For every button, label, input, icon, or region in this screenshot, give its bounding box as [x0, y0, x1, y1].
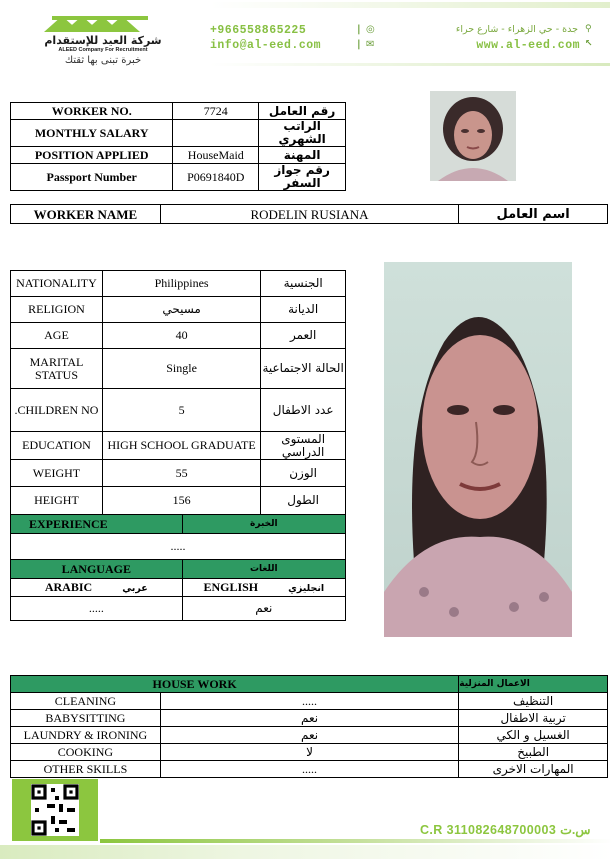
label-en: CLEANING — [11, 693, 161, 710]
table-row — [11, 103, 346, 120]
label-ar: تربية الاطفال — [459, 710, 608, 727]
location-pin-icon: ⚲ — [585, 24, 592, 34]
label-en: MARITAL STATUS — [11, 349, 103, 389]
label-en: WEIGHT — [11, 460, 103, 487]
footer-accent — [100, 839, 613, 843]
worker-photo-small — [430, 91, 516, 181]
label-ar: رقم العامل — [259, 103, 346, 120]
table-row — [11, 271, 346, 297]
experience-value: ..... — [11, 534, 346, 560]
label-ar: المهارات الاخرى — [459, 761, 608, 778]
logo-mark-icon — [38, 14, 158, 34]
value: مسيحي — [102, 297, 260, 323]
arabic-label-en: ARABIC — [44, 579, 93, 594]
email-address: info@al-eed.com — [210, 39, 322, 52]
value: نعم — [160, 727, 458, 744]
top-info-table — [10, 102, 346, 191]
header-accent-bottom — [210, 63, 610, 66]
table-row — [11, 487, 346, 515]
label-en: BABYSITTING — [11, 710, 161, 727]
language-label-en: LANGUAGE — [11, 560, 183, 579]
qr-code — [12, 779, 98, 841]
label-en: EDUCATION — [11, 432, 103, 460]
table-row — [11, 761, 608, 778]
table-row — [11, 164, 346, 191]
value: 7724 — [173, 103, 259, 120]
table-row — [11, 460, 346, 487]
label-ar: الديانة — [261, 297, 346, 323]
worker-name-label-ar: اسم العامل — [459, 205, 608, 224]
table-row — [11, 744, 608, 761]
language-english — [182, 579, 345, 597]
value: Single — [102, 349, 260, 389]
label-ar: المستوى الدراسي — [261, 432, 346, 460]
value: 5 — [102, 389, 260, 432]
table-row — [11, 120, 346, 147]
personal-details-table — [10, 270, 346, 621]
footer-bar — [0, 845, 613, 859]
table-row — [11, 432, 346, 460]
value: Philippines — [102, 271, 260, 297]
language-labels-row — [11, 579, 346, 597]
table-row — [11, 710, 608, 727]
header-accent-top — [210, 2, 610, 8]
value: 156 — [102, 487, 260, 515]
company-name-en: ALEED Company For Recruitment — [58, 47, 148, 53]
value: ..... — [160, 693, 458, 710]
label-en: POSITION APPLIED — [11, 147, 173, 164]
language-label-ar: اللغات — [182, 560, 345, 579]
label-en: RELIGION — [11, 297, 103, 323]
value: 40 — [102, 323, 260, 349]
house-work-table — [10, 675, 608, 778]
table-row — [11, 349, 346, 389]
language-arabic — [11, 579, 183, 597]
label-ar: المهنة — [259, 147, 346, 164]
table-row — [11, 147, 346, 164]
table-row — [11, 727, 608, 744]
label-ar: التنظيف — [459, 693, 608, 710]
english-value: نعم — [182, 597, 345, 621]
company-name-ar: شركة العيد للإستقدام — [44, 34, 162, 47]
label-en: OTHER SKILLS — [11, 761, 161, 778]
website-url: www.al-eed.com — [476, 39, 580, 52]
label-en: LAUNDRY & IRONING — [11, 727, 161, 744]
table-row — [11, 693, 608, 710]
label-ar: رقم جواز السفر — [259, 164, 346, 191]
value: HouseMaid — [173, 147, 259, 164]
experience-label-en: EXPERIENCE — [11, 515, 183, 534]
language-header — [11, 560, 346, 579]
label-ar: الجنسية — [261, 271, 346, 297]
label-ar: الطبيخ — [459, 744, 608, 761]
english-label-en: ENGLISH — [203, 579, 259, 594]
label-en: COOKING — [11, 744, 161, 761]
value: P0691840D — [173, 164, 259, 191]
whatsapp-icon: ◎ — [366, 24, 375, 35]
value: لا — [160, 744, 458, 761]
label-en: HEIGHT — [11, 487, 103, 515]
house-work-label-ar: الاعمال المنزلية — [459, 676, 608, 693]
value: نعم — [160, 710, 458, 727]
label-en: AGE — [11, 323, 103, 349]
experience-header — [11, 515, 346, 534]
label-en: WORKER NO. — [11, 103, 173, 120]
label-ar: الراتب الشهري — [259, 120, 346, 147]
label-en: MONTHLY SALARY — [11, 120, 173, 147]
house-work-label-en: HOUSE WORK — [11, 676, 459, 693]
worker-name-label-en: WORKER NAME — [11, 205, 161, 224]
label-ar: الوزن — [261, 460, 346, 487]
experience-row — [11, 534, 346, 560]
label-en: Passport Number — [11, 164, 173, 191]
arabic-value: ..... — [11, 597, 183, 621]
value: HIGH SCHOOL GRADUATE — [102, 432, 260, 460]
company-logo — [28, 14, 178, 66]
contact-block — [210, 20, 600, 56]
table-row — [11, 297, 346, 323]
qr-code-icon — [31, 784, 79, 836]
label-ar: العمر — [261, 323, 346, 349]
label-ar: الطول — [261, 487, 346, 515]
company-slogan: خبرة تبنى بها ثقتك — [64, 55, 142, 66]
worker-name-value: RODELIN RUSIANA — [160, 205, 458, 224]
worker-photo-large — [384, 262, 572, 637]
house-work-header — [11, 676, 608, 693]
address-ar: جدة - حي الزهراء - شارع حراء — [455, 24, 578, 35]
table-row — [11, 389, 346, 432]
label-ar: عدد الاطفال — [261, 389, 346, 432]
separator: | — [357, 39, 361, 50]
value: 55 — [102, 460, 260, 487]
cursor-icon: ↖ — [585, 39, 593, 49]
value: ..... — [160, 761, 458, 778]
table-row — [11, 323, 346, 349]
language-values-row — [11, 597, 346, 621]
commercial-registration: C.R 311082648700003 س.ت — [420, 823, 591, 837]
table-row — [11, 205, 608, 224]
english-label-ar: انجليزي — [288, 582, 325, 594]
separator: | — [357, 24, 361, 35]
label-en: .CHILDREN NO — [11, 389, 103, 432]
label-ar: الحالة الاجتماعية — [261, 349, 346, 389]
phone-number: +966558865225 — [210, 24, 307, 37]
arabic-label-ar: عربي — [122, 582, 148, 594]
experience-label-ar: الخبرة — [182, 515, 345, 534]
value — [173, 120, 259, 147]
worker-name-table — [10, 204, 608, 224]
label-ar: الغسيل و الكي — [459, 727, 608, 744]
email-icon: ✉ — [366, 39, 375, 50]
label-en: NATIONALITY — [11, 271, 103, 297]
